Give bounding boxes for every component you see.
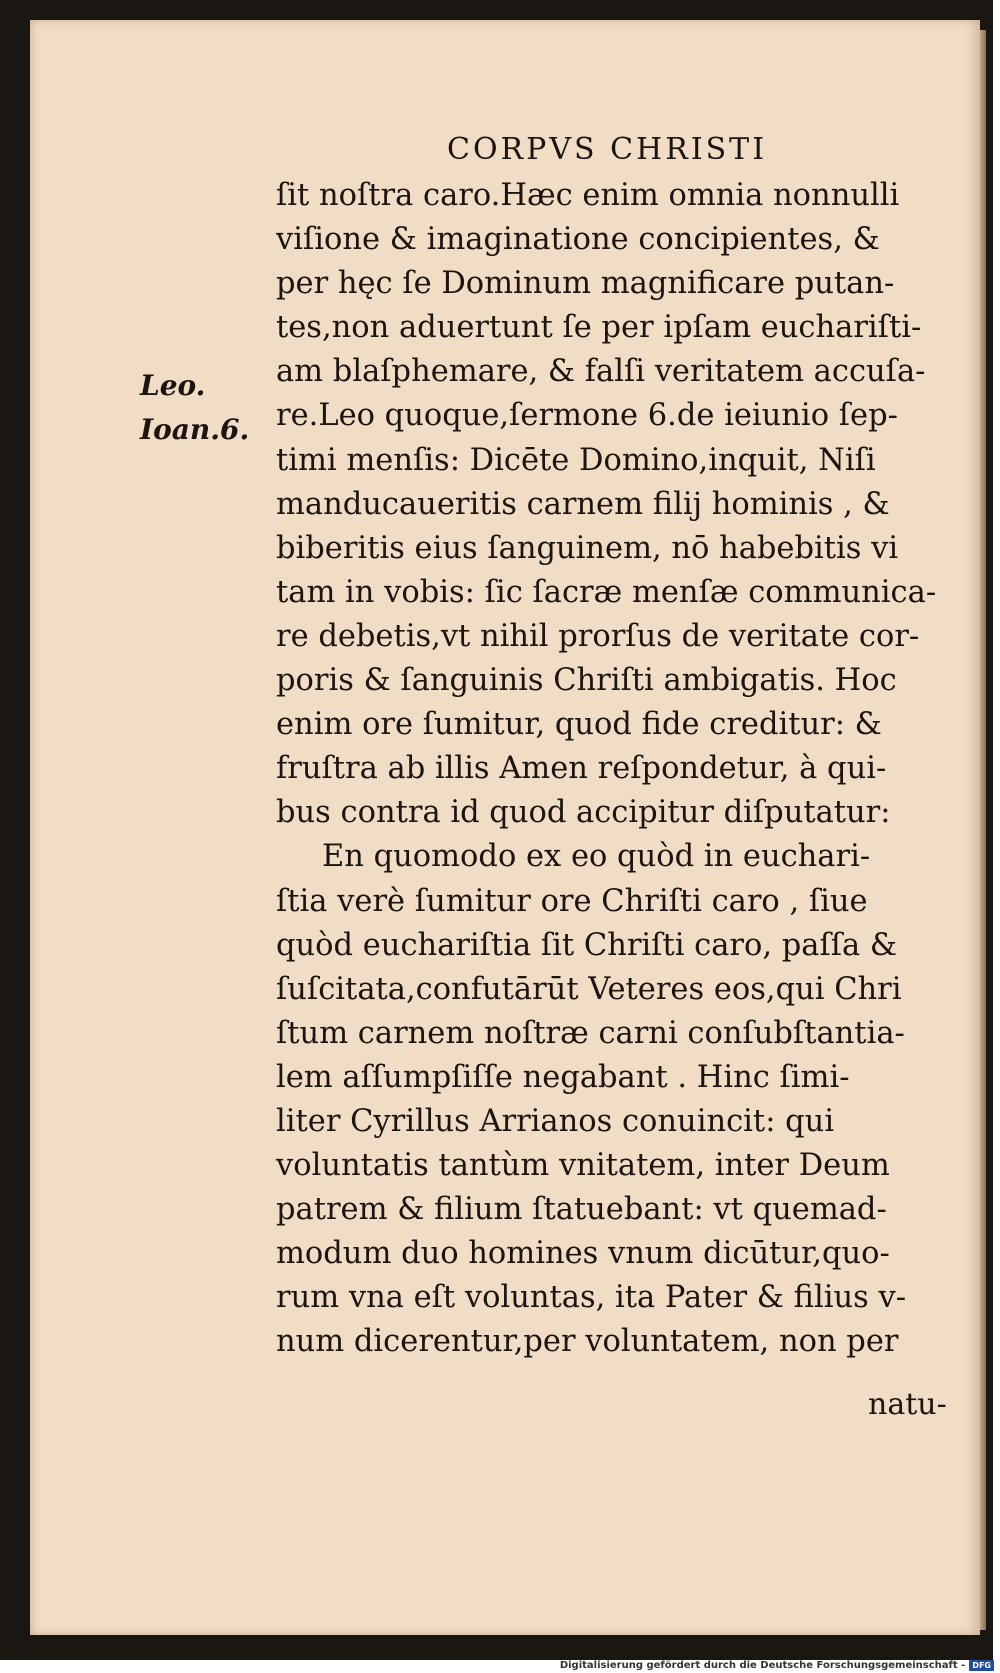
text-line: num dicerentur,per voluntatem, non per: [276, 1324, 899, 1360]
text-line: voluntatis tantùm vnitatem, inter Deum: [276, 1148, 890, 1184]
text-line: liter Cyrillus Arrianos conuincit: qui: [276, 1103, 835, 1139]
text-line: lem aſſumpſiſſe negabant . Hinc ſimi-: [276, 1059, 850, 1095]
text-line: biberitis eius ſanguinem, nō habebitis vi: [276, 530, 899, 566]
text-line: enim ore ſumitur, quod fide creditur: &: [276, 707, 882, 743]
text-line: bus contra id quod accipitur diſputatur:: [276, 795, 891, 831]
text-line: ſtum carnem noſtræ carni conſubſtantia-: [276, 1015, 905, 1051]
dfg-logo: DFG: [969, 1660, 994, 1671]
body-text: [276, 174, 956, 1365]
text-line: quòd euchariſtia ſit Chriſti caro, paſſa &: [276, 927, 898, 963]
text-line: rum vna eſt voluntas, ita Pater & filius v-: [276, 1280, 907, 1316]
running-head: CORPVS CHRISTI: [447, 132, 768, 167]
text-line: tes,non aduertunt ſe per ipſam euchariſti-: [276, 310, 922, 346]
margin-note-ioan: Ioan.6.: [140, 413, 250, 446]
text-line: patrem & filium ſtatuebant: vt quemad-: [276, 1192, 887, 1228]
text-line: timi menſis: Dicēte Domino,inquit, Niſi: [276, 442, 876, 478]
text-line: ſtia verè ſumitur ore Chriſti caro , ſiue: [276, 883, 868, 919]
text-line: fruſtra ab illis Amen reſpondetur, à qui-: [276, 751, 887, 787]
text-line: am blaſphemare, & falſi veritatem accuſa-: [276, 354, 926, 390]
margin-note-leo: Leo.: [140, 369, 206, 402]
text-line: viſione & imaginatione concipientes, &: [276, 222, 880, 258]
catchword: natu-: [868, 1387, 947, 1422]
credit-text: Digitalisierung gefördert durch die Deutsche Forschungsgemeinschaft -: [559, 1659, 966, 1671]
text-line: tam in vobis: ſic ſacræ menſæ communica-: [276, 574, 937, 610]
text-line-paragraph-start: En quomodo ex eo quòd in euchari-: [322, 839, 871, 875]
text-line: poris & ſanguinis Chriſti ambigatis. Hoc: [276, 663, 897, 699]
digitization-credit: [560, 1659, 994, 1671]
text-line: modum duo homines vnum dicūtur,quo-: [276, 1236, 890, 1272]
text-line: re debetis,vt nihil prorſus de veritate cor-: [276, 618, 920, 654]
text-line: per hęc ſe Dominum magnificare putan-: [276, 266, 895, 302]
text-line: manducaueritis carnem filij hominis , &: [276, 486, 890, 522]
text-line: ſuſcitata,confutārūt Veteres eos,qui Chri: [276, 971, 902, 1007]
text-line: ſit noſtra caro.Hæc enim omnia nonnulli: [276, 178, 900, 213]
text-line: re.Leo quoque,ſermone 6.de ieiunio ſep-: [276, 398, 898, 434]
